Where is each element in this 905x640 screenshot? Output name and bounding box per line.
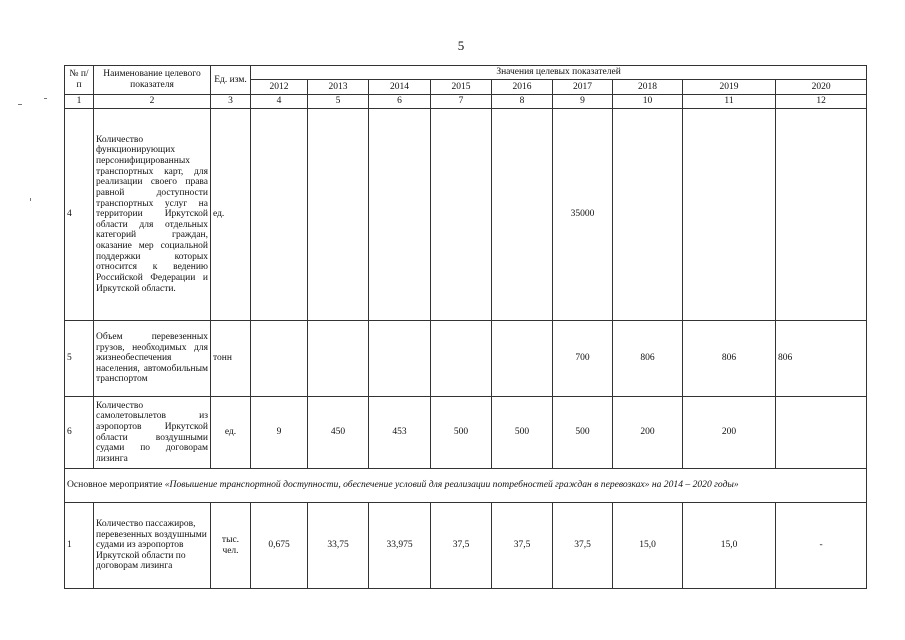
value-cell: 500 [492,397,553,469]
value-cell: 450 [308,397,369,469]
section-heading [65,469,867,503]
table-row [65,109,867,321]
value-cell [251,109,308,321]
scan-mark [44,98,47,99]
value-cell [613,109,683,321]
header-row [65,66,867,80]
header-unit: Ед. изм. [211,66,251,95]
value-cell: 9 [251,397,308,469]
year-cell: 2015 [431,80,492,95]
value-cell [369,321,431,397]
scan-mark [30,198,31,201]
value-cell: 33,975 [369,503,431,589]
row-unit: ед. [211,397,251,469]
section-row [65,469,867,503]
value-cell [308,109,369,321]
value-cell: 35000 [553,109,613,321]
value-cell [492,109,553,321]
section-prefix: Основное мероприятие [67,479,165,491]
value-cell: - [776,503,867,589]
index-cell: 7 [431,95,492,109]
index-cell: 1 [65,95,94,109]
header-num: № п/п [65,66,94,95]
header-name: Наименование целевого показателя [94,66,211,95]
row-num: 4 [65,109,94,321]
row-unit: тонн [211,321,251,397]
header-values-title: Значения целевых показателей [251,66,867,80]
year-cell: 2012 [251,80,308,95]
index-cell: 5 [308,95,369,109]
index-cell: 8 [492,95,553,109]
index-row [65,95,867,109]
value-cell [308,321,369,397]
row-name: Объем перевезенных грузов, необходимых для жизнеобеспечения населения, автомобильным транспортом [94,321,211,397]
row-num: 6 [65,397,94,469]
index-cell: 2 [94,95,211,109]
value-cell: 15,0 [613,503,683,589]
row-name: Количество самолетовылетов из аэропортов Иркутской области воздушными судами по договорам лизинга [94,397,211,469]
value-cell: 15,0 [683,503,776,589]
table-row [65,321,867,397]
value-cell: 700 [553,321,613,397]
index-cell: 9 [553,95,613,109]
year-cell: 2013 [308,80,369,95]
index-cell: 11 [683,95,776,109]
value-cell [431,321,492,397]
year-cell: 2014 [369,80,431,95]
value-cell: 200 [683,397,776,469]
table-row [65,503,867,589]
index-cell: 6 [369,95,431,109]
row-name: Количество пассажиров, перевезенных воздушными судами из аэропортов Иркутской области по договорам лизинга [94,503,211,589]
value-cell: 500 [431,397,492,469]
year-cell: 2018 [613,80,683,95]
value-cell [776,109,867,321]
index-cell: 4 [251,95,308,109]
year-cell: 2019 [683,80,776,95]
year-cell: 2017 [553,80,613,95]
value-cell: 37,5 [492,503,553,589]
row-num: 5 [65,321,94,397]
section-title: «Повышение транспортной доступности, обеспечение условий для реализации потребностей граждан в перевозках» на 2014 – 2020 годы» [164,479,739,491]
value-cell: 37,5 [553,503,613,589]
index-cell: 12 [776,95,867,109]
value-cell [683,109,776,321]
value-cell [431,109,492,321]
value-cell: 37,5 [431,503,492,589]
scan-mark [18,104,22,105]
value-cell: 33,75 [308,503,369,589]
index-cell: 3 [211,95,251,109]
value-cell [776,397,867,469]
row-unit: ед. [211,109,251,321]
value-cell [492,321,553,397]
row-num: 1 [65,503,94,589]
value-cell [251,321,308,397]
year-cell: 2020 [776,80,867,95]
value-cell: 806 [613,321,683,397]
index-cell: 10 [613,95,683,109]
indicator-table [64,65,867,589]
value-cell: 500 [553,397,613,469]
value-cell: 200 [613,397,683,469]
page-number: 5 [457,38,465,53]
value-cell: 806 [776,321,867,397]
row-name: Количество функционирующих персонифицированных транспортных карт, для реализации своего права равной доступности транспортных услуг на территории Иркутской области для отдельных категорий граждан, оказание мер социальной поддержки которых относится к ведению Российской Федерации и Иркутской области. [94,109,211,321]
row-unit: тыс. чел. [211,503,251,589]
value-cell: 806 [683,321,776,397]
table-row [65,397,867,469]
value-cell: 0,675 [251,503,308,589]
year-cell: 2016 [492,80,553,95]
value-cell [369,109,431,321]
value-cell: 453 [369,397,431,469]
